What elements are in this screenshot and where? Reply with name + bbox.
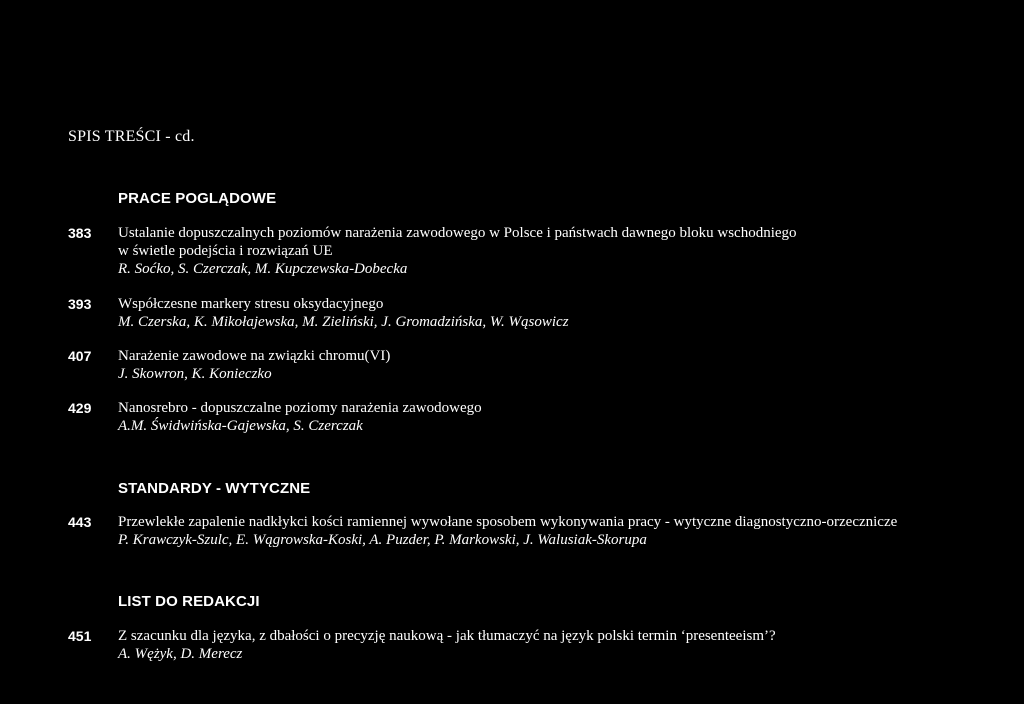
toc-header: SPIS TREŚCI - cd. [68, 128, 195, 145]
entry-authors: A. Wężyk, D. Merecz [118, 646, 243, 662]
entry-page-number: 383 [68, 225, 92, 241]
entry-page-number: 407 [68, 348, 92, 364]
entry-title-line: Przewlekłe zapalenie nadkłykci kości ramiennej wywołane sposobem wykonywania pracy - wytyczne diagnostyczno-orzecznicze [118, 514, 898, 530]
section-heading: PRACE POGLĄDOWE [118, 190, 277, 207]
entry-authors: M. Czerska, K. Mikołajewska, M. Zieliński, J. Gromadzińska, W. Wąsowicz [118, 314, 569, 330]
entry-title-line: Narażenie zawodowe na związki chromu(VI) [118, 348, 391, 364]
entry-page-number: 443 [68, 514, 92, 530]
entry-body [118, 295, 998, 331]
entry-page-number: 393 [68, 296, 92, 312]
section-heading: STANDARDY - WYTYCZNE [118, 480, 311, 497]
entry-body [118, 224, 998, 278]
entry-page-number: 429 [68, 400, 92, 416]
entry-body [118, 513, 998, 549]
entry-title-line: w świetle podejścia i rozwiązań UE [118, 243, 333, 259]
entry-title-line: Współczesne markery stresu oksydacyjnego [118, 296, 384, 312]
entry-authors: R. Soćko, S. Czerczak, M. Kupczewska-Dobecka [118, 261, 408, 277]
entry-title-line: Nanosrebro - dopuszczalne poziomy narażenia zawodowego [118, 400, 482, 416]
entry-body [118, 627, 998, 663]
entry-authors: P. Krawczyk-Szulc, E. Wągrowska-Koski, A. Puzder, P. Markowski, J. Walusiak-Skorupa [118, 532, 647, 548]
entry-body [118, 399, 998, 435]
entry-title-line: Ustalanie dopuszczalnych poziomów narażenia zawodowego w Polsce i państwach dawnego bloku wschodniego [118, 225, 797, 241]
entry-page-number: 451 [68, 628, 92, 644]
entry-authors: A.M. Świdwińska-Gajewska, S. Czerczak [118, 418, 363, 434]
section-heading: LIST DO REDAKCJI [118, 593, 260, 610]
entry-title-line: Z szacunku dla języka, z dbałości o precyzję naukową - jak tłumaczyć na język polski termin ‘presenteeism’? [118, 628, 776, 644]
entry-authors: J. Skowron, K. Konieczko [118, 366, 272, 382]
entry-body [118, 347, 998, 383]
